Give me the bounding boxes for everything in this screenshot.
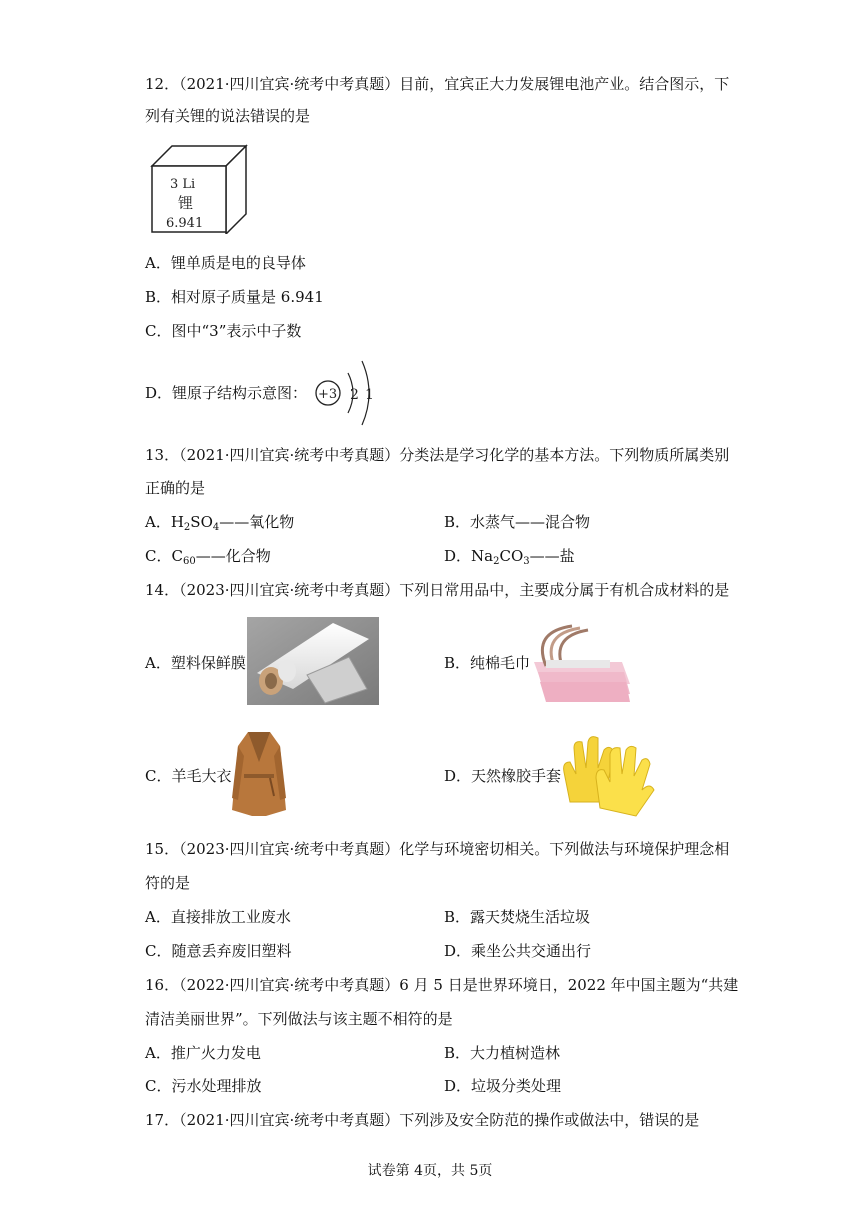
q13-d-post: ——盐 [529,547,575,565]
q12-option-a: A．锂单质是电的良导体 [145,254,306,272]
nucleus-charge: +3 [318,387,338,402]
q13-stem-line1: 13．（2021·四川宜宾·统考中考真题）分类法是学习化学的基本方法。下列物质所属类别 [145,446,730,464]
q13-option-b: B．水蒸气——混合物 [444,513,591,531]
q13-c-post: ——化合物 [195,547,271,565]
q13-stem-line2: 正确的是 [145,479,206,497]
q14-option-c: C．羊毛大衣 [145,767,232,785]
q15-stem-line1: 15．（2023·四川宜宾·统考中考真题）化学与环境密切相关。下列做法与环境保护理念相 [145,840,730,858]
q13-c-sub: 60 [182,556,196,567]
lithium-element-card-figure [148,142,250,234]
q13-a-mid: SO [190,513,213,531]
wool-coat-image [230,726,288,818]
q13-a-sub1: 2 [183,522,191,533]
q12-option-c: C．图中“3”表示中子数 [145,322,302,340]
q15-option-a: A．直接排放工业废水 [145,908,291,926]
q12-option-d: D．锂原子结构示意图： [145,384,308,402]
plastic-wrap-image [247,617,379,705]
q13-d-sub2: 3 [523,556,530,567]
q16-stem-line1: 16．（2022·四川宜宾·统考中考真题）6 月 5 日是世界环境日，2022 年中国主题为“共建 [145,976,739,994]
element-name: 锂 [178,194,194,212]
element-mass: 6.941 [166,216,204,231]
q15-stem-line2: 符的是 [145,874,191,892]
q17-stem: 17．（2021·四川宜宾·统考中考真题）下列涉及安全防范的操作或做法中，错误的是 [145,1111,700,1129]
q13-a-post: ——氧化物 [219,513,295,531]
q14-stem: 14．（2023·四川宜宾·统考中考真题）下列日常用品中，主要成分属于有机合成材料的是 [145,581,730,599]
q13-c-text: C．C [145,547,183,565]
q12-stem-line1: 12．（2021·四川宜宾·统考中考真题）目前，宜宾正大力发展锂电池产业。结合图示，下 [145,75,730,93]
q13-option-c [145,546,271,572]
q14-option-b: B．纯棉毛巾 [444,654,531,672]
q14-option-d: D．天然橡胶手套 [444,767,562,785]
q13-d-text: D．Na [444,547,494,565]
cotton-towel-image [526,622,630,706]
q15-option-c: C．随意丢弃废旧塑料 [145,942,292,960]
q13-option-d [444,546,575,572]
q13-a-text: A．H [145,513,184,531]
q15-option-b: B．露天焚烧生活垃圾 [444,908,591,926]
q16-option-b: B．大力植树造林 [444,1044,561,1062]
atomic-structure-diagram [310,355,380,431]
q13-a-sub2: 4 [212,522,220,533]
q16-stem-line2: 清洁美丽世界”。下列做法与该主题不相符的是 [145,1010,453,1028]
q12-option-b: B．相对原子质量是 6.941 [145,288,324,306]
q15-option-d: D．乘坐公共交通出行 [444,942,592,960]
q16-option-c: C．污水处理排放 [145,1077,262,1095]
q16-option-d: D．垃圾分类处理 [444,1077,562,1095]
q16-option-a: A．推广火力发电 [145,1044,261,1062]
page-footer: 试卷第 4页，共 5页 [367,1163,493,1179]
q13-d-sub1: 2 [493,556,500,567]
rubber-glove-image [560,732,660,818]
q13-d-mid: CO [499,547,524,565]
shell2-electrons: 1 [365,387,374,403]
q12-stem-line2: 列有关锂的说法错误的是 [145,107,311,125]
element-number-symbol: 3 Li [170,177,196,192]
q13-option-a [145,512,294,538]
q14-option-a: A．塑料保鲜膜 [145,654,246,672]
shell1-electrons: 2 [350,387,359,403]
